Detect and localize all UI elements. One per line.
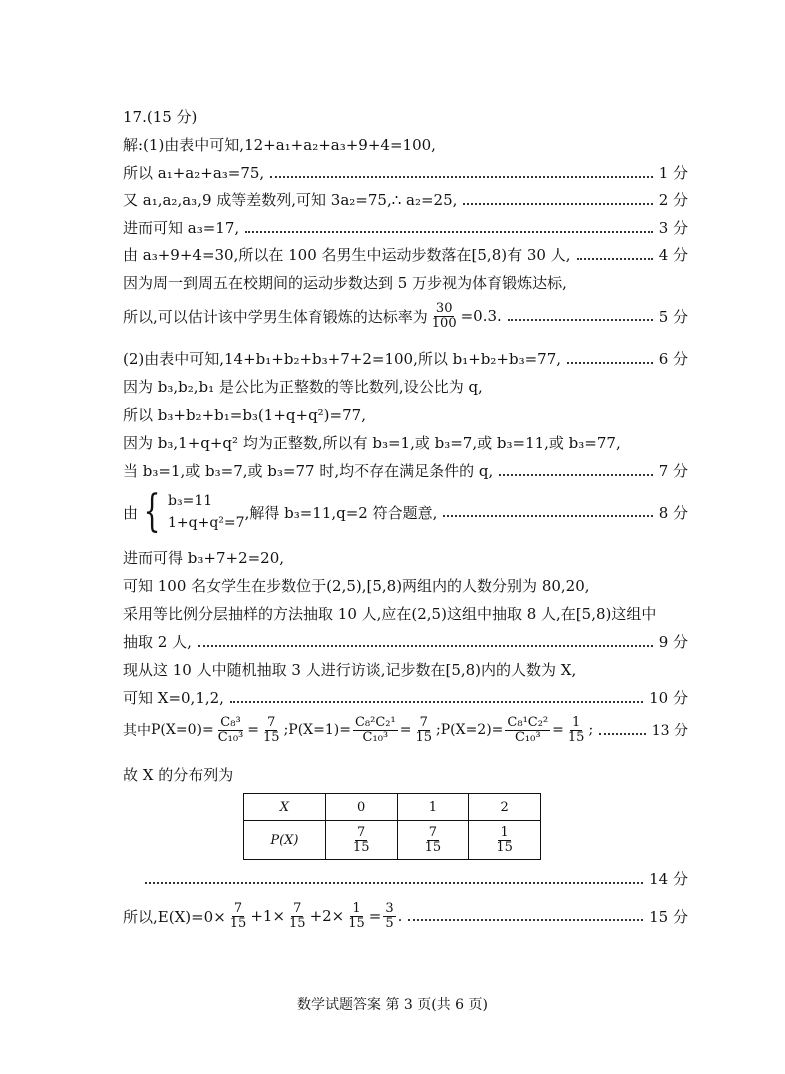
question-number: 17.(15 分) — [123, 108, 198, 126]
dot-leader — [577, 258, 653, 260]
page-footer: 数学试题答案 第 3 页(共 6 页) — [297, 997, 488, 1013]
solution-line-20: 其中 P(X=0)= $\frac{\text{C₈³}}{\text{C₁₀³}}$ = $\frac{7}{15}$ ;P(X=1)= $\frac{\text{C₈²C₂¹}}{\text{C₁₀³}}$ = $\frac{7}{15}$ ;P(X=2)= $\frac{\text{C₈¹C₂²}}{\text{C₁₀³}}$ = $\frac{1}{15}$ ; 13 分 — [123, 715, 688, 745]
line-text: 进而可知 a₃=17, — [123, 219, 240, 237]
line-text: 又 a₁,a₂,a₃,9 成等差数列,可知 3a₂=75,∴ a₂=25, — [123, 191, 458, 209]
dot-leader — [230, 701, 643, 703]
line-text: 由 — [123, 503, 139, 522]
dot-leader — [508, 319, 653, 321]
equation-system — [138, 486, 245, 538]
solution-line-17 — [123, 631, 688, 652]
table-cell — [325, 821, 397, 860]
solution-line-1 — [123, 134, 688, 155]
dot-leader — [198, 645, 653, 647]
fraction-numerator: 1 — [500, 824, 509, 840]
solution-line-9 — [123, 376, 688, 397]
line-text: 由 a₃+9+4=30,所以在 100 名男生中运动步数落在[5,8)有 30 人, — [123, 246, 571, 264]
score-mark: 15 分 — [649, 907, 688, 926]
score-mark: 7 分 — [658, 462, 688, 480]
fraction-denominator: 15 — [229, 915, 247, 931]
question-header — [123, 106, 688, 127]
line-text: 进而可得 b₃+7+2=20, — [123, 549, 285, 567]
dot-leader — [599, 733, 646, 735]
dot-leader — [443, 515, 652, 517]
fraction — [351, 826, 372, 854]
fraction — [494, 826, 515, 854]
line-text: 采用等比例分层抽样的方法抽取 10 人,应在(2,5)这组中抽取 8 人,在[5,8)这组中 — [123, 605, 657, 623]
score-mark: 8 分 — [658, 503, 688, 522]
solution-line-4 — [123, 217, 688, 238]
fraction-numerator: 1 — [572, 715, 581, 730]
fraction-denominator: 15 — [567, 729, 585, 745]
line-text: 解:(1)由表中可知,12+a₁+a₂+a₃+9+4=100, — [123, 136, 436, 154]
left-brace: { — [143, 486, 161, 538]
solution-line-2 — [123, 162, 688, 183]
fraction-numerator: 7 — [233, 901, 243, 916]
solution-line-10 — [123, 404, 688, 425]
line-text: =0.3. — [460, 307, 502, 326]
line-text: 故 X 的分布列为 — [123, 766, 234, 784]
solution-line-11 — [123, 432, 688, 453]
fraction — [261, 716, 282, 744]
fraction-numerator: 7 — [419, 715, 428, 730]
solution-line-18 — [123, 659, 688, 680]
solution-line-15 — [123, 575, 688, 596]
probability-label: ;P(X=1)= — [283, 722, 351, 739]
line-text: . — [397, 907, 403, 926]
score-mark: 6 分 — [658, 350, 688, 368]
table-row — [244, 821, 541, 860]
line-text: +1× — [250, 907, 286, 926]
line-text: 因为 b₃,1+q+q² 均为正整数,所以有 b₃=1,或 b₃=7,或 b₃=11,或 b₃=77, — [123, 434, 621, 452]
fraction — [287, 902, 308, 930]
fraction — [430, 302, 459, 330]
probability-label: ;P(X=2)= — [436, 722, 504, 739]
score-mark: 9 分 — [658, 633, 688, 651]
fraction-denominator: 15 — [415, 729, 432, 745]
score-mark: 5 分 — [658, 307, 688, 326]
fraction — [413, 716, 434, 744]
fraction-numerator: C₈³ — [220, 715, 241, 730]
score-mark: 1 分 — [658, 164, 688, 182]
fraction-numerator: 1 — [352, 901, 361, 916]
line-text: 因为 b₃,b₂,b₁ 是公比为正整数的等比数列,设公比为 q, — [123, 378, 483, 396]
solution-line-23 — [123, 902, 688, 930]
dot-leader — [270, 176, 652, 178]
line-text: 现从这 10 人中随机抽取 3 人进行访谈,记步数在[5,8)内的人数为 X, — [123, 661, 577, 679]
line-text: 当 b₃=1,或 b₃=7,或 b₃=77 时,均不存在满足条件的 q, — [123, 462, 494, 480]
solution-line-8 — [123, 348, 688, 369]
fraction-numerator: 3 — [385, 901, 394, 916]
line-text: 所以,可以估计该中学男生体育锻炼的达标率为 — [123, 307, 428, 326]
line-text: 所以 a₁+a₂+a₃=75, — [123, 164, 265, 182]
system-equations — [168, 490, 245, 535]
score-mark: 10 分 — [649, 689, 688, 707]
solution-line-12 — [123, 460, 688, 481]
probability-label: P(X=0)= — [151, 722, 214, 739]
fraction — [346, 902, 367, 930]
solution-line-7 — [123, 302, 688, 330]
table-cell: 1 — [397, 794, 469, 821]
solution-line-3 — [123, 189, 688, 210]
fraction — [353, 716, 398, 744]
table-cell — [469, 821, 541, 860]
fraction-denominator: 15 — [352, 839, 370, 855]
line-text: +2× — [309, 907, 345, 926]
solution-line-5 — [123, 244, 688, 265]
line-text: 所以 b₃+b₂+b₁=b₃(1+q+q²)=77, — [123, 406, 366, 424]
dot-leader — [245, 231, 653, 233]
system-equation-2: 1+q+q²=7 — [168, 515, 245, 532]
fraction — [228, 902, 249, 930]
table-cell — [397, 821, 469, 860]
fraction-denominator: 15 — [496, 839, 513, 855]
table-cell: P(X) — [244, 821, 326, 860]
fraction-numerator: 7 — [293, 901, 302, 916]
line-text: = — [368, 907, 382, 926]
fraction — [383, 902, 395, 930]
line-text: 因为周一到周五在校期间的运动步数达到 5 万步视为体育锻炼达标, — [123, 274, 567, 292]
fraction — [216, 716, 246, 744]
solution-line-14 — [123, 547, 688, 568]
solution-line-6 — [123, 272, 688, 293]
score-mark: 4 分 — [658, 246, 688, 264]
dot-leader — [567, 362, 653, 364]
fraction-numerator: 7 — [428, 824, 438, 840]
line-text: 可知 100 名女学生在步数位于(2,5),[5,8)两组内的人数分别为 80,20, — [123, 577, 590, 595]
dot-leader — [499, 474, 652, 476]
fraction-denominator: 15 — [424, 839, 442, 855]
fraction-denominator: C₁₀³ — [362, 729, 389, 745]
line-text: 抽取 2 人, — [123, 633, 192, 651]
system-equation-1: b₃=11 — [168, 493, 213, 509]
score-mark: 2 分 — [658, 191, 688, 209]
table-cell: X — [244, 794, 326, 821]
line-text: (2)由表中可知,14+b₁+b₂+b₃+7+2=100,所以 b₁+b₂+b₃=77, — [123, 350, 562, 368]
solution-line-22 — [145, 868, 688, 889]
score-mark: 13 分 — [651, 723, 688, 740]
dot-leader — [145, 882, 643, 884]
fraction-numerator: C₈²C₂¹ — [354, 715, 396, 730]
fraction-denominator: 15 — [263, 729, 280, 745]
solution-line-16 — [123, 603, 688, 624]
fraction-numerator: 7 — [267, 715, 276, 730]
table-header-row — [244, 794, 541, 821]
fraction-denominator: 5 — [385, 915, 394, 931]
fraction-denominator: 15 — [289, 915, 306, 931]
solution-line-13 — [123, 486, 688, 538]
dot-leader — [408, 919, 643, 921]
solution-line-19 — [123, 687, 688, 708]
line-text: 所以,E(X)=0× — [123, 907, 226, 926]
fraction-denominator: C₁₀³ — [217, 729, 244, 745]
fraction — [566, 716, 587, 744]
fraction-numerator: 7 — [357, 824, 366, 840]
line-text: 可知 X=0,1,2, — [123, 689, 224, 707]
distribution-table — [243, 793, 541, 860]
fraction-numerator: C₈¹C₂² — [507, 715, 549, 730]
line-text: ; — [588, 722, 594, 739]
score-mark: 14 分 — [649, 870, 688, 888]
line-text: ,解得 b₃=11,q=2 符合题意, — [244, 503, 438, 522]
score-mark: 3 分 — [658, 219, 688, 237]
table-cell: 2 — [469, 794, 541, 821]
fraction-numerator: 30 — [435, 301, 453, 316]
line-text: 其中 — [123, 723, 151, 740]
table-cell: 0 — [325, 794, 397, 821]
fraction-denominator: 15 — [348, 915, 365, 931]
fraction — [505, 716, 550, 744]
solution-line-21 — [123, 764, 688, 785]
fraction — [423, 826, 444, 854]
fraction-denominator: 100 — [431, 315, 457, 331]
fraction-denominator: C₁₀³ — [514, 729, 541, 745]
dot-leader — [463, 203, 652, 205]
